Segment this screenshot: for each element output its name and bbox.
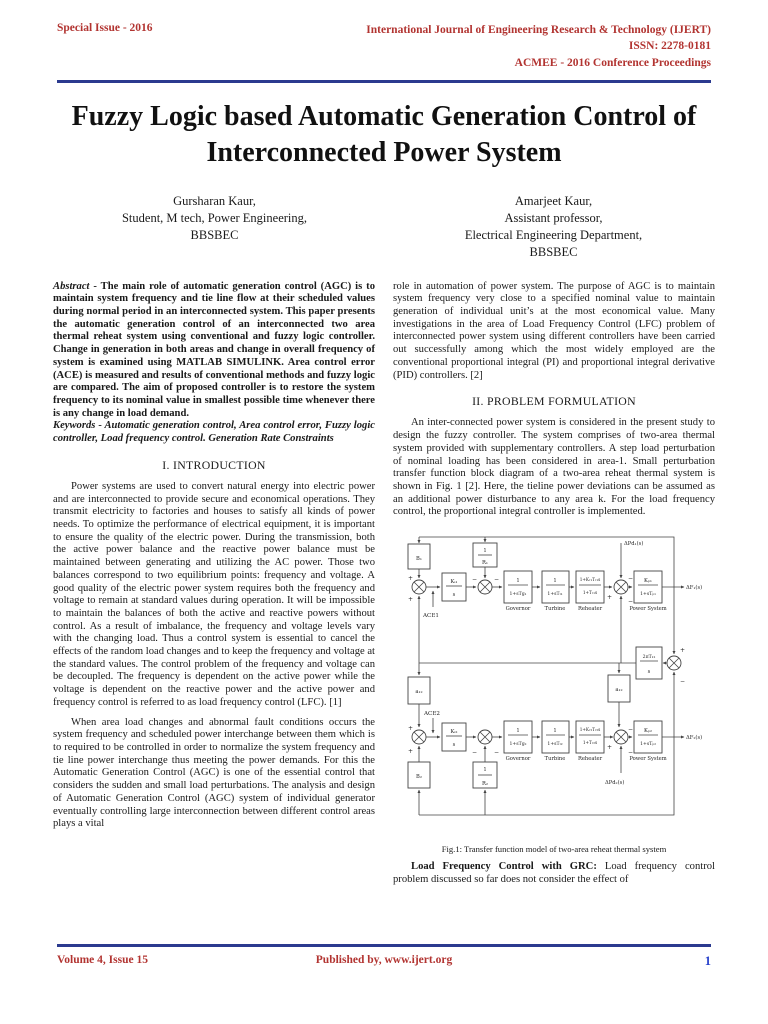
author-2-department: Electrical Engineering Department, — [464, 227, 643, 242]
svg-text:R₂: R₂ — [481, 781, 488, 788]
introduction-paragraph-2: When area load changes and abnormal fault conditions occurs the system frequency and scheduled power interchange between them which is to required to be controlled in order to normalize the system frequency and tie line power interchange thus meeting the power demands. For this the Automatic Generation Control (AGC) is one of the essential control that considers the sudden and small load perturbations. The analysis and design of Automatic Generation Control (AGC) system of individual generator eventually controlling large interconnection between different control areas plays a vital — [53, 716, 375, 830]
summing-junction-governor-1 — [472, 576, 502, 594]
svg-text:ΔF₁(s): ΔF₁(s) — [685, 585, 702, 592]
block-a12-right — [608, 663, 630, 727]
minus-sign: − — [493, 576, 499, 584]
block-governor-2 — [504, 721, 540, 762]
svg-text:1+Tᵣ₁s: 1+Tᵣ₁s — [582, 590, 597, 596]
svg-text:1+sTₜ₂: 1+sTₜ₂ — [546, 742, 563, 748]
minus-sign: − — [493, 749, 499, 757]
svg-text:Governor: Governor — [505, 756, 530, 763]
plus-sign: + — [407, 575, 413, 583]
svg-text:Power System: Power System — [628, 756, 667, 763]
svg-text:1+Kᵣ₁Tᵣ₁s: 1+Kᵣ₁Tᵣ₁s — [579, 577, 600, 583]
footer-row — [57, 954, 711, 969]
svg-text:1+sTₚ₁: 1+sTₚ₁ — [639, 592, 656, 598]
figure-1 — [393, 533, 715, 854]
svg-text:Kᵢ₁: Kᵢ₁ — [450, 579, 457, 586]
minus-sign: − — [679, 678, 685, 686]
svg-text:1+sTₜ₁: 1+sTₜ₁ — [546, 592, 563, 598]
minus-sign: − — [627, 598, 633, 606]
author-1-role: Student, M tech, Power Engineering, — [121, 210, 308, 225]
minus-sign: − — [627, 749, 633, 757]
author-2-role: Assistant professor, — [504, 210, 603, 225]
minus-sign: − — [471, 749, 477, 757]
svg-text:Kₚ₂: Kₚ₂ — [643, 728, 652, 735]
page-header — [57, 22, 711, 71]
svg-text:a₁₂: a₁₂ — [414, 689, 423, 696]
block-power-system-2 — [629, 721, 666, 762]
svg-text:1+sTg₁: 1+sTg₁ — [509, 592, 526, 598]
svg-text:Power System: Power System — [628, 606, 667, 613]
authors-block — [45, 193, 723, 261]
author-1-affiliation: BBSBEC — [190, 227, 239, 242]
svg-text:s: s — [452, 592, 455, 599]
journal-title: International Journal of Engineering Research & Technology (IJERT) — [366, 24, 711, 36]
svg-text:1: 1 — [482, 548, 487, 555]
author-1 — [45, 193, 384, 261]
body-columns — [53, 281, 715, 887]
summing-junction-ace1 — [408, 575, 440, 603]
ace2-label — [423, 711, 440, 733]
page-number: 1 — [704, 954, 711, 968]
conference-proceedings: ACMEE - 2016 Conference Proceedings — [514, 56, 711, 69]
plus-sign: + — [407, 748, 413, 756]
svg-text:Kᵢ₂: Kᵢ₂ — [450, 729, 457, 736]
minus-sign: − — [627, 575, 633, 583]
block-droop-r1 — [473, 543, 497, 578]
block-a12-left — [408, 663, 430, 727]
svg-text:ACE2: ACE2 — [423, 711, 440, 718]
svg-text:ΔF₂(s): ΔF₂(s) — [685, 735, 702, 742]
author-2-name: Amarjeet Kaur, — [514, 193, 593, 208]
svg-text:Reheater: Reheater — [577, 756, 602, 763]
problem-formulation-paragraph: An inter-connected power system is considered in the present study to design the fuzzy controller. The system comprises of two-area thermal system provided with supplementary controllers. A step load perturbation of nominal loading has been considered in area-1. Small perturbation transfer function block diagram of a two-area reheat thermal system is shown in Fig. 1 [2]. Here, the tieline power deviations can be assumed as an additional power disturbance to any area k. For the load frequency control, the proportional integral controller is implemented. — [393, 417, 715, 518]
svg-text:Turbine: Turbine — [544, 606, 565, 613]
journal-issn: ISSN: 2278-0181 — [628, 40, 711, 53]
summing-junction-governor-2 — [472, 730, 502, 756]
grc-paragraph — [393, 861, 715, 886]
plus-sign: + — [679, 647, 685, 655]
block-integral-controller-2 — [442, 723, 476, 751]
author-2-affiliation: BBSBEC — [529, 244, 578, 259]
section-heading-problem-formulation: II. PROBLEM FORMULATION — [472, 394, 636, 409]
keywords-text: - Automatic generation control, Area control error, Fuzzy logic controller, Load frequency control. Generation Rate Constraints — [53, 420, 375, 445]
svg-text:1+Tᵣ₂s: 1+Tᵣ₂s — [582, 740, 597, 746]
svg-text:1: 1 — [515, 728, 520, 735]
paper-title: Fuzzy Logic based Automatic Generation Control of Interconnected Power System — [71, 100, 697, 168]
minus-sign: − — [471, 576, 477, 584]
grc-lead: Load Frequency Control with GRC: — [411, 861, 597, 873]
author-2 — [384, 193, 723, 261]
block-power-system-1 — [629, 571, 666, 612]
svg-text:1: 1 — [552, 728, 557, 735]
section-heading-introduction: I. INTRODUCTION — [162, 457, 266, 472]
plus-sign: + — [606, 594, 612, 602]
block-turbine-2 — [542, 721, 574, 762]
journal-info-block — [366, 22, 711, 71]
svg-text:Kₚ₁: Kₚ₁ — [643, 578, 652, 585]
grc-text: Load frequency control problem discussed so far does not consider the effect of — [393, 861, 715, 886]
abstract-text: - The main role of automatic generation control (AGC) is to maintain system frequency and tie line flow at their scheduled values during normal period in an interconnected system. This paper presents the automatic generation control of an interconnected two area thermal reheat system using conventional and fuzzy logic controller. Change in generation in both areas and change in overall frequency of system is examined using MATLAB SIMULINK. Area control error (ACE) is measured and results of conventional methods and fuzzy logic are compared. The aim of proposed controller is to restore the system frequency to its nominal value in smallest possible time whenever there is any change in load demand. — [53, 280, 375, 419]
svg-text:Turbine: Turbine — [544, 756, 565, 763]
block-tie-line — [419, 647, 662, 679]
introduction-paragraph-1: Power systems are used to convert natural energy into electric power and are interconnected to provide secure and economical operations. They transmit electricity to factories and houses to satisfy all kinds of power needs. To optimize the performance of electrical equipment, it is important to ensure the quality of the electric power. During the transmission, both the active power balance and the reactive power balance must be maintained between generating and utilizing the AC power. Those two balances correspond to two equilibrium points: frequency and voltage. A good quality of the electric power system requires both the frequency and voltage to remain at standard values during operation. It will be impossible to maintain the balances of both the active and reactive powers without control. As a result of imbalance, the frequency and voltage levels vary with the changing load. Thus a control system is essential to cancel the effects of the random load changes and to keep the frequency and voltage at the standard values. The control problem of the frequency and voltage can be decoupled. The frequency is dependent on the active power while the voltage is dependent on the reactive power and the active power and frequency control is referred to as load frequency control (LFC). [1] — [53, 480, 375, 708]
svg-text:1+sTₚ₂: 1+sTₚ₂ — [639, 742, 656, 748]
page-footer — [0, 944, 768, 969]
svg-text:B₂: B₂ — [415, 774, 422, 781]
summing-junction-power-2 — [607, 726, 633, 756]
published-by-label: Published by, www.ijert.org — [315, 954, 453, 966]
svg-text:ACE1: ACE1 — [422, 613, 439, 620]
plus-sign: + — [606, 744, 612, 752]
output-delta-f1 — [662, 584, 702, 591]
abstract-paragraph — [53, 281, 375, 421]
summing-junction-ace2 — [408, 725, 440, 755]
block-turbine-1 — [542, 571, 574, 612]
author-1-name: Gursharan Kaur, — [173, 193, 256, 208]
svg-text:a₁₂: a₁₂ — [614, 687, 623, 694]
svg-text:s: s — [452, 742, 455, 749]
load-disturbance-2 — [605, 746, 624, 786]
block-reheater-2 — [576, 721, 613, 762]
figure-1-caption: Fig.1: Transfer function model of two-area reheat thermal system — [441, 844, 667, 855]
output-delta-f2 — [662, 734, 702, 741]
svg-text:Reheater: Reheater — [577, 606, 602, 613]
svg-text:1: 1 — [482, 767, 487, 774]
ace1-label — [422, 591, 439, 619]
block-integral-controller-1 — [442, 573, 476, 601]
svg-text:1: 1 — [515, 578, 520, 585]
header-divider — [57, 80, 711, 83]
block-diagram — [402, 533, 707, 833]
svg-text:1+sTg₂: 1+sTg₂ — [509, 742, 526, 748]
svg-text:1: 1 — [552, 578, 557, 585]
abstract-lead: Abstract — [53, 280, 90, 292]
svg-text:B₁: B₁ — [415, 556, 422, 563]
svg-text:Governor: Governor — [505, 606, 530, 613]
svg-text:1+Kᵣ₂Tᵣ₂s: 1+Kᵣ₂Tᵣ₂s — [579, 727, 600, 733]
summing-junction-power-1 — [607, 575, 633, 605]
plus-sign: + — [407, 596, 413, 604]
svg-text:ΔPd₁(s): ΔPd₁(s) — [623, 541, 643, 548]
introduction-continued-paragraph: role in automation of power system. The purpose of AGC is to maintain system frequency very close to a specified nominal value to maintain generation of individual unit’s at the most economical value. Many investigations in the area of Load Frequency Control (LFC) problem of interconnected power system using different controllers have been carried out successfully among which the most widely employed are the conventional proportional integral (PI) and proportional integral derivative (PID) controllers. [2] — [393, 280, 715, 381]
right-column — [393, 281, 715, 887]
left-column — [53, 281, 375, 887]
volume-issue-label: Volume 4, Issue 15 — [57, 954, 148, 966]
keywords-paragraph — [53, 420, 375, 445]
block-governor-1 — [504, 571, 540, 612]
svg-text:s: s — [647, 669, 650, 676]
keywords-lead: Keywords — [53, 420, 96, 432]
svg-text:ΔPd₂(s): ΔPd₂(s) — [604, 780, 624, 787]
svg-text:2πT₁₂: 2πT₁₂ — [642, 655, 655, 661]
special-issue-label: Special Issue - 2016 — [57, 22, 153, 34]
block-bias-b1 — [408, 544, 430, 578]
plus-sign: + — [407, 725, 413, 733]
minus-sign: − — [627, 726, 633, 734]
footer-divider — [57, 944, 711, 947]
block-reheater-1 — [576, 571, 612, 612]
svg-text:R₁: R₁ — [481, 560, 488, 567]
